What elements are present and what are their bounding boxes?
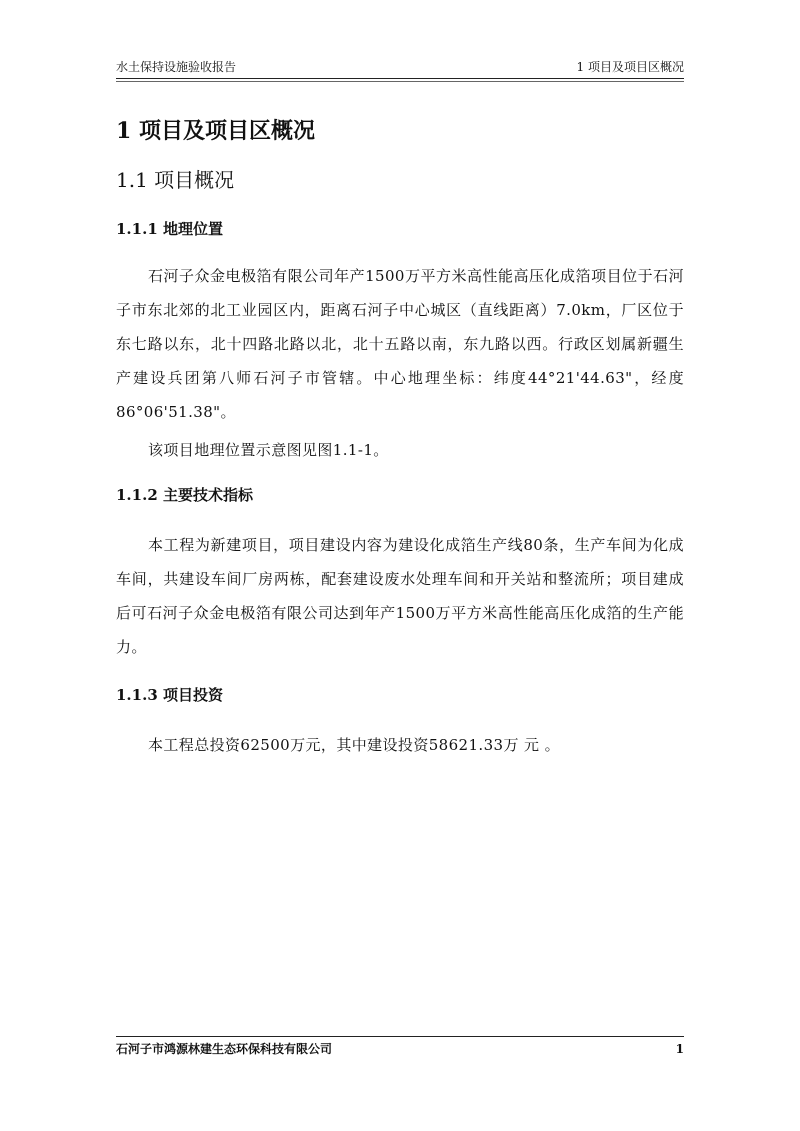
subsection-title: 项目投资 (163, 686, 224, 704)
subsection-number: 1.1.2 (116, 486, 158, 504)
paragraph-location: 石河子众金电极箔有限公司年产1500万平方米高性能高压化成箔项目位于石河子市东北郊的北工业园区内，距离石河子中心城区（直线距离）7.0km，厂区位于东七路以东，北十四路北路以北，北十五路以南，东九路以西。行政区划属新疆生产建设兵团第八师石河子市管辖。中心地理坐标：纬度44°21'44.63"，经度86°06'51.38"。 (116, 267, 684, 421)
paragraph-location-figure-ref: 该项目地理位置示意图见图1.1-1。 (148, 441, 389, 459)
chapter-title: 1 项目及项目区概况 (116, 118, 315, 144)
footer-page-number: 1 (675, 1042, 684, 1056)
subsection-title: 地理位置 (163, 220, 224, 238)
paragraph-indicators: 本工程为新建项目，项目建设内容为建设化成箔生产线80条，生产车间为化成车间，共建设车间厂房两栋，配套建设废水处理车间和开关站和整流所；项目建成后可石河子众金电极箔有限公司达到年产1500万平方米高性能高压化成箔的生产能力。 (116, 536, 684, 656)
subsection-number: 1.1.3 (116, 686, 158, 704)
subsection-heading-location (116, 218, 223, 240)
subsection-number: 1.1.1 (116, 220, 158, 238)
header-divider (116, 78, 684, 79)
header-chapter-title: 1 项目及项目区概况 (576, 60, 684, 74)
header-divider-thin (116, 81, 684, 82)
footer-company: 石河子市鸿源林建生态环保科技有限公司 (116, 1042, 333, 1056)
section-title: 1.1 项目概况 (116, 168, 235, 192)
header-report-title: 水土保持设施验收报告 (116, 60, 237, 74)
page-footer (116, 1041, 684, 1057)
footer-divider (116, 1036, 684, 1037)
subsection-heading-investment (116, 684, 223, 706)
paragraph-investment: 本工程总投资62500万元，其中建设投资58621.33万 元 。 (148, 736, 561, 754)
page-header (116, 58, 684, 76)
subsection-title: 主要技术指标 (163, 486, 254, 504)
subsection-heading-indicators (116, 484, 253, 506)
